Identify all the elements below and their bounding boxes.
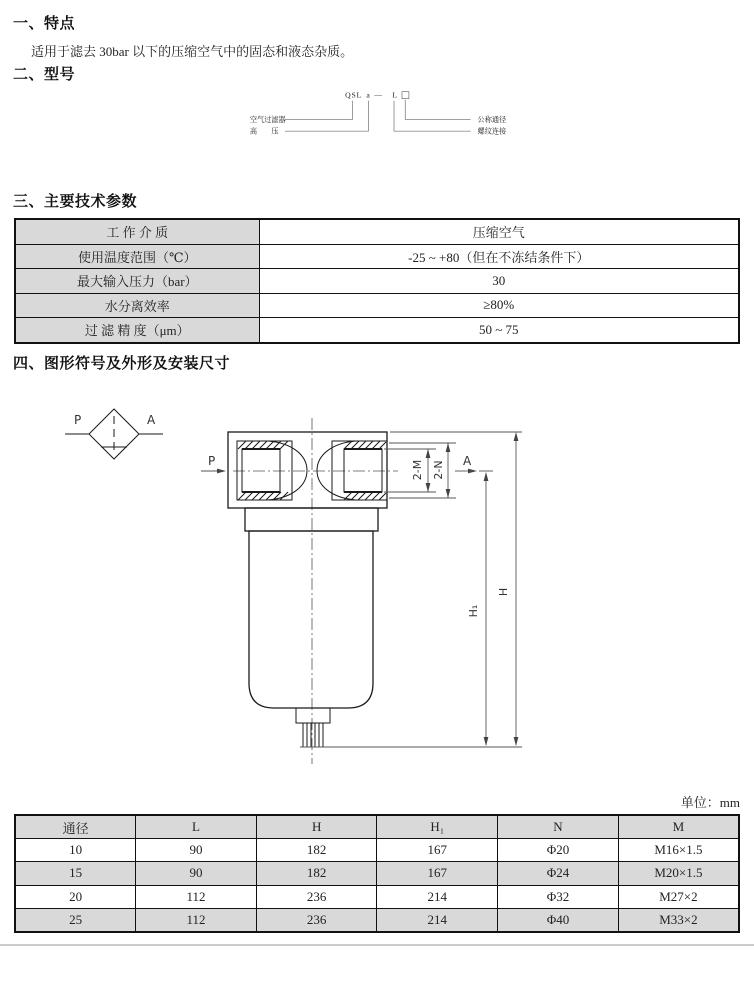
table-header-row <box>15 815 739 839</box>
model-code-dash: — <box>374 90 383 100</box>
cell: M20×1.5 <box>618 862 739 885</box>
cell: 182 <box>256 839 377 862</box>
table-row <box>15 885 739 908</box>
param-value: 50 ~ 75 <box>259 318 739 343</box>
dimension-h1 <box>467 472 488 746</box>
cell: 182 <box>256 862 377 885</box>
column-header: H <box>256 815 377 839</box>
callout-line-high-pressure <box>285 101 369 131</box>
section-drawing-heading: 四、图形符号及外形及安装尺寸 <box>13 355 231 372</box>
section-features-heading: 一、特点 <box>13 15 76 32</box>
dimension-2m-label: 2-M <box>411 459 424 481</box>
cell: 90 <box>136 839 257 862</box>
param-value: ≥80% <box>259 293 739 318</box>
cell: 112 <box>136 885 257 908</box>
model-code-variant: a <box>366 90 371 100</box>
dimension-h-label: H <box>497 587 510 597</box>
dimension-h <box>390 432 522 746</box>
port-p-label: P <box>208 454 216 468</box>
page-footer-divider <box>0 944 754 946</box>
column-header: N <box>498 815 619 839</box>
section-tech-params-heading: 三、主要技术参数 <box>13 193 138 210</box>
param-value: -25 ~ +80（但在不冻结条件下） <box>259 244 739 269</box>
model-code-family: QSL <box>345 90 363 100</box>
drain-boss <box>296 708 330 723</box>
dimension-2n-label: 2-N <box>432 460 445 480</box>
callout-high-pressure: 高 压 <box>249 127 279 136</box>
dimension-2m <box>384 449 436 492</box>
section-model-heading: 二、型号 <box>13 66 76 83</box>
cell: 214 <box>377 908 498 932</box>
param-label: 使用温度范围（℃） <box>15 244 259 269</box>
callout-line-thread-connection <box>394 101 471 131</box>
filter-neck <box>245 508 378 531</box>
filter-symbol <box>65 409 163 459</box>
cell: 167 <box>377 839 498 862</box>
cell: 167 <box>377 862 498 885</box>
cell: 10 <box>15 839 136 862</box>
cell: 214 <box>377 885 498 908</box>
model-code-conn: L <box>392 90 398 100</box>
table-row <box>15 219 739 244</box>
column-header: M <box>618 815 739 839</box>
cell: 90 <box>136 862 257 885</box>
cell: 20 <box>15 885 136 908</box>
dimensions-table <box>14 814 740 933</box>
param-label: 工 作 介 质 <box>15 219 259 244</box>
port-a-label: A <box>463 454 472 468</box>
port-p-arrow <box>201 454 226 473</box>
table-row <box>15 244 739 269</box>
cell: M33×2 <box>618 908 739 932</box>
cell: 25 <box>15 908 136 932</box>
filter-bowl <box>249 531 373 708</box>
column-header: 通径 <box>15 815 136 839</box>
unit-note: 单位：mm <box>680 795 740 810</box>
callout-thread-connection: 螺纹连接 <box>477 127 507 136</box>
cell: 15 <box>15 862 136 885</box>
dimension-h1-label: H₁ <box>467 604 480 618</box>
param-label: 水分离效率 <box>15 293 259 318</box>
inlet-port <box>237 441 307 500</box>
column-header: L <box>136 815 257 839</box>
callout-air-filter: 空气过滤器 <box>249 116 286 125</box>
param-value: 30 <box>259 269 739 294</box>
table-row <box>15 908 739 932</box>
param-value: 压缩空气 <box>259 219 739 244</box>
table-row <box>15 862 739 885</box>
drain-knob <box>303 723 323 747</box>
cell: Φ32 <box>498 885 619 908</box>
column-header: H₁ <box>377 815 498 839</box>
callout-nominal-diameter: 公称通径 <box>477 116 507 125</box>
callout-line-air-filter <box>285 101 353 120</box>
cell: 236 <box>256 908 377 932</box>
table-row <box>15 318 739 343</box>
cell: M16×1.5 <box>618 839 739 862</box>
features-body-text: 适用于滤去 30bar 以下的压缩空气中的固态和液态杂质。 <box>31 44 354 59</box>
cell: Φ20 <box>498 839 619 862</box>
callout-line-nominal-diameter <box>405 100 470 120</box>
param-label: 过 滤 精 度（μm） <box>15 318 259 343</box>
port-a-arrow <box>455 454 493 473</box>
table-row <box>15 839 739 862</box>
cell: M27×2 <box>618 885 739 908</box>
param-label: 最大输入压力（bar） <box>15 269 259 294</box>
table-row <box>15 293 739 318</box>
tech-params-table <box>14 218 740 344</box>
outline-drawing <box>0 390 754 775</box>
table-row <box>15 269 739 294</box>
cell: Φ24 <box>498 862 619 885</box>
model-designation-diagram <box>0 88 754 188</box>
cell: 236 <box>256 885 377 908</box>
symbol-port-a-label: A <box>147 413 156 427</box>
cell: Φ40 <box>498 908 619 932</box>
outlet-port <box>317 441 387 500</box>
model-blank-box <box>402 92 409 99</box>
cell: 112 <box>136 908 257 932</box>
symbol-port-p-label: P <box>74 413 82 427</box>
